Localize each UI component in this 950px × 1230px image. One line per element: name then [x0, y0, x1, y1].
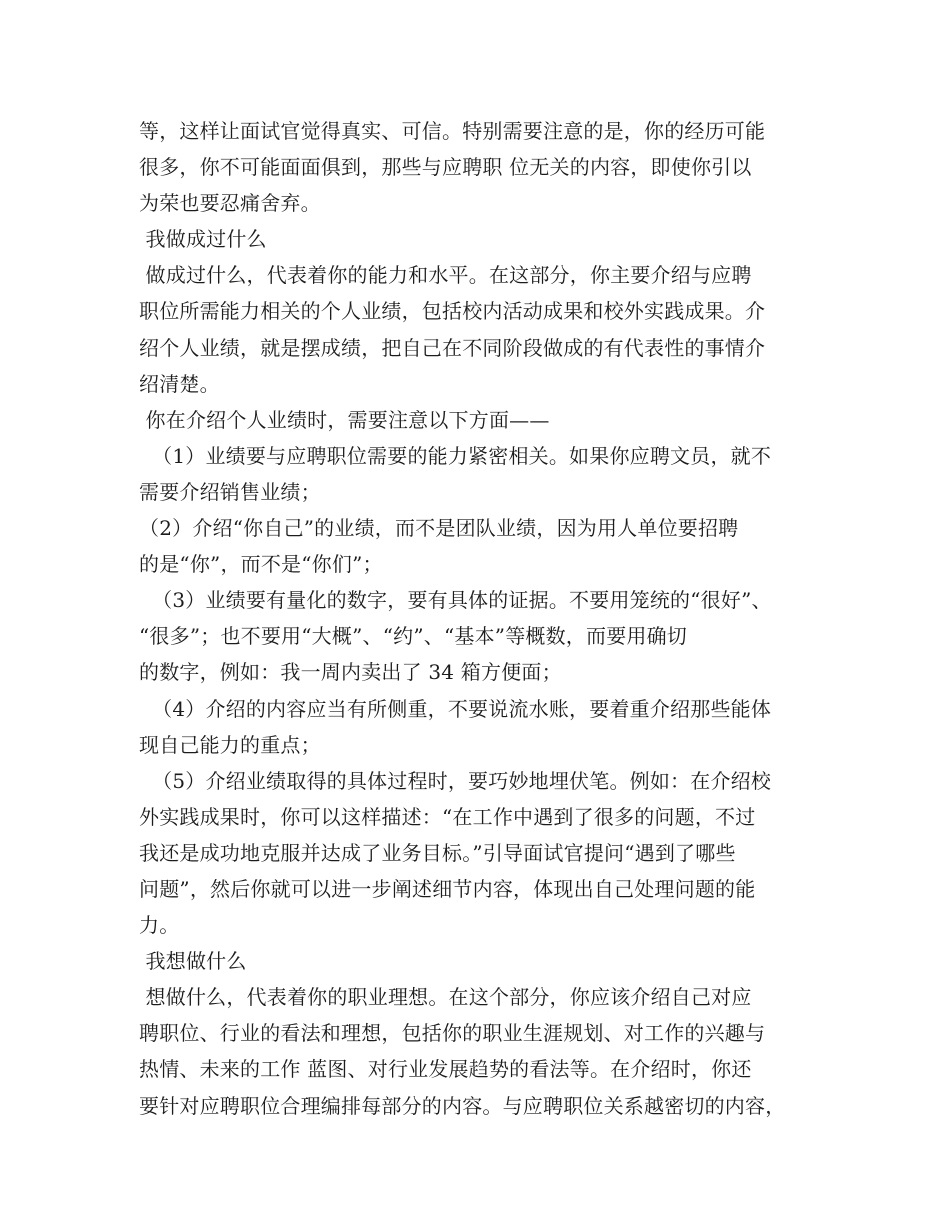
document-body	[139, 113, 829, 1124]
text-line: 问题”，然后你就可以进一步阐述细节内容，体现出自己处理问题的能	[139, 876, 756, 901]
text-line: 的数字，例如：我一周内卖出了 34 箱方便面；	[139, 660, 562, 685]
text-line: 你在介绍个人业绩时，需要注意以下方面——	[139, 407, 550, 432]
text-line: 我想做什么	[139, 949, 247, 974]
text-line: 我还是成功地克服并达成了业务目标。”引导面试官提问“遇到了哪些	[139, 840, 736, 865]
text-line: （5）介绍业绩取得的具体过程时，要巧妙地埋伏笔。例如：在介绍校	[139, 768, 772, 793]
text-line: 想做什么，代表着你的职业理想。在这个部分，你应该介绍自己对应	[139, 985, 752, 1010]
text-line: 的是“你”，而不是“你们”；	[139, 552, 383, 577]
text-line: 外实践成果时，你可以这样描述：“在工作中遇到了很多的问题，不过	[139, 804, 756, 829]
text-line: （4）介绍的内容应当有所侧重，不要说流水账，要着重介绍那些能体	[139, 696, 772, 721]
text-line: 绍清楚。	[139, 371, 220, 396]
text-line: 职位所需能力相关的个人业绩，包括校内活动成果和校外实践成果。介	[139, 299, 766, 324]
text-line: 力。	[139, 913, 180, 938]
text-line: （2）介绍“你自己”的业绩，而不是团队业绩，因为用人单位要招聘	[139, 516, 739, 541]
text-line: 热情、未来的工作 蓝图、对行业发展趋势的看法等。在介绍时，你还	[139, 1057, 752, 1082]
text-line: （3）业绩要有量化的数字，要有具体的证据。不要用笼统的“很好”、	[139, 588, 772, 613]
text-line: 为荣也要忍痛舍弃。	[139, 191, 321, 216]
text-line: 做成过什么，代表着你的能力和水平。在这部分，你主要介绍与应聘	[139, 263, 752, 288]
text-line: 等，这样让面试官觉得真实、可信。特别需要注意的是，你的经历可能	[139, 119, 766, 143]
text-line: 需要介绍销售业绩；	[139, 479, 321, 504]
text-line: 聘职位、行业的看法和理想，包括你的职业生涯规划、对工作的兴趣与	[139, 1021, 766, 1046]
text-line: “很多”；也不要用“大概”、“约”、“基本”等概数，而要用确切	[139, 624, 687, 649]
text-line: 绍个人业绩，就是摆成绩，把自己在不同阶段做成的有代表性的事情介	[139, 335, 766, 360]
text-line: （1）业绩要与应聘职位需要的能力紧密相关。如果你应聘文员，就不	[139, 443, 772, 468]
text-line: 我做成过什么	[139, 227, 267, 252]
text-line: 很多，你不可能面面俱到，那些与应聘职 位无关的内容，即使你引以	[139, 155, 752, 180]
text-line: 现自己能力的重点；	[139, 732, 321, 757]
text-line: 要针对应聘职位合理编排每部分的内容。与应聘职位关系越密切的内容，	[139, 1093, 786, 1118]
